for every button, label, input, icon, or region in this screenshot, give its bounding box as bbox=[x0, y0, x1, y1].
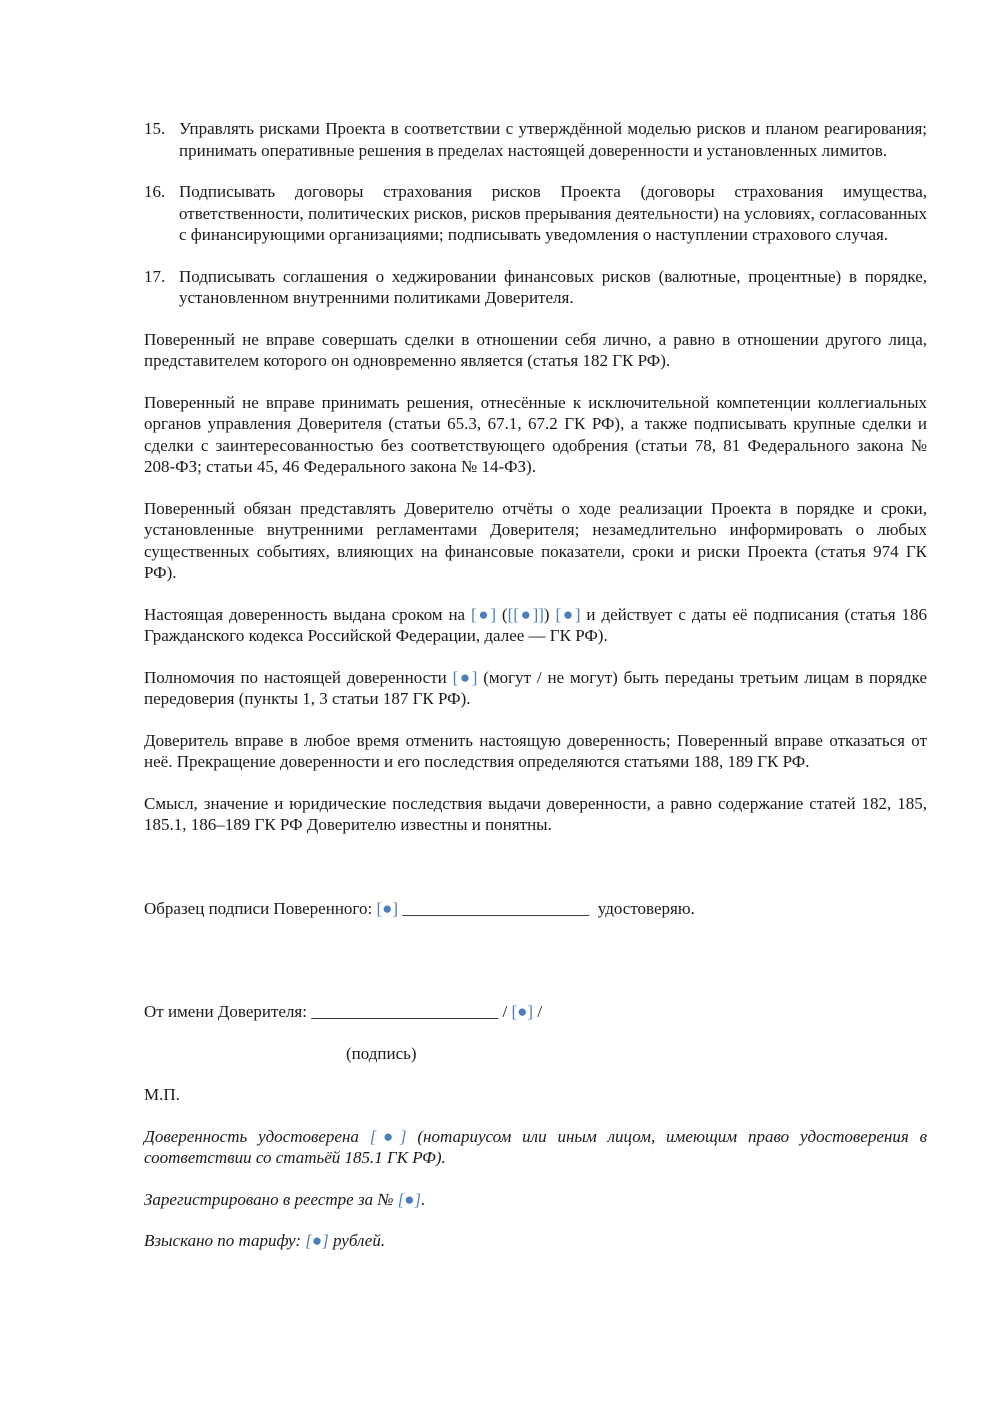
notary-registry-text: Зарегистрировано в реестре за № bbox=[144, 1189, 398, 1209]
document-page bbox=[144, 118, 927, 1272]
placeholder-substitution[interactable]: [●] bbox=[452, 667, 478, 687]
list-item-number: 15. bbox=[144, 119, 166, 138]
paragraph-revocation: Доверитель вправе в любое время отменить настоящую доверенность; Поверенный вправе отказаться от неё. Прекращение доверенности и его последствия определяются статьями 188, 189 ГК РФ. bbox=[144, 730, 927, 771]
notary-fee bbox=[144, 1230, 927, 1252]
placeholder-term[interactable]: [●] bbox=[471, 604, 496, 624]
paragraph-restrictions: Поверенный не вправе принимать решения, отнесённые к исключительной компетенции коллегиальных органов управления Доверителя (статьи 65.3, 67.1, 67.2 ГК РФ), а также подписывать крупные сделки и сделки с заинтересованностью без соответствующего одобрения (статьи 78, 81 Федерального закона № 208-ФЗ; статьи 45, 46 Федерального закона № 14-ФЗ). bbox=[144, 392, 927, 476]
principal-signature-suffix: / bbox=[533, 1002, 543, 1021]
list-item bbox=[144, 181, 927, 246]
placeholder-fee[interactable]: [●] bbox=[305, 1231, 329, 1250]
list-item-text: Подписывать соглашения о хеджировании финансовых рисков (валютные, процентные) в порядке, установленном внутренними политиками Доверителя. bbox=[179, 266, 927, 307]
paragraph-term-text: ) bbox=[543, 604, 556, 624]
paragraph-term-text: и действует с даты её подписания (статья 186 Гражданского кодекса Российской Федерации, далее — ГК РФ). bbox=[144, 604, 927, 645]
placeholder-notary[interactable]: [●] bbox=[369, 1126, 407, 1146]
placeholder-principal-name[interactable]: [●] bbox=[511, 1002, 534, 1021]
numbered-list bbox=[144, 118, 927, 309]
paragraph-self-dealing: Поверенный не вправе совершать сделки в отношении себя лично, а равно в отношении другого лица, представителем которого он одновременно является (статья 182 ГК РФ). bbox=[144, 329, 927, 370]
spacer bbox=[144, 856, 927, 898]
signature-sample-blank[interactable]: ______________________ bbox=[398, 898, 598, 918]
signature-caption: (подпись) bbox=[346, 1043, 417, 1063]
paragraph-acknowledgement: Смысл, значение и юридические последствия выдачи доверенности, а равно содержание статей 182, 185, 185.1, 186–189 ГК РФ Доверителю известны и понятны. bbox=[144, 793, 927, 834]
notary-fee-text: рублей. bbox=[328, 1231, 386, 1250]
paragraph-term-text: ( bbox=[496, 604, 508, 624]
paragraph-term bbox=[144, 604, 927, 647]
signature-sample-label: Образец подписи Поверенного: bbox=[144, 898, 377, 918]
principal-signature-blank[interactable]: ______________________ / bbox=[311, 1002, 512, 1021]
spacer bbox=[144, 939, 927, 1001]
list-item bbox=[144, 118, 927, 161]
list-item-number: 17. bbox=[144, 266, 166, 286]
notary-registry bbox=[144, 1189, 927, 1211]
notary-certification-text: Доверенность удостоверена bbox=[144, 1126, 370, 1146]
list-item-text: Подписывать договоры страхования рисков Проекта (договоры страхования имущества, ответственности, политических рисков, рисков прерывания деятельности) на условиях, согласованных с финансирующими организациями; подписывать уведомления о наступлении страхового случая. bbox=[179, 182, 927, 244]
notary-fee-text: Взыскано по тарифу: bbox=[144, 1231, 306, 1250]
placeholder-term-words[interactable]: [[●]] bbox=[507, 604, 544, 624]
placeholder-registry-number[interactable]: [●] bbox=[397, 1189, 422, 1209]
signature-sample-line bbox=[144, 898, 927, 920]
signature-sample-suffix: удостоверяю. bbox=[597, 898, 695, 918]
paragraph-substitution-text: Полномочия по настоящей доверенности bbox=[144, 667, 453, 687]
paragraph-substitution bbox=[144, 667, 927, 710]
list-item-number: 16. bbox=[144, 182, 166, 201]
list-item-text: Управлять рисками Проекта в соответствии с утверждённой моделью рисков и планом реагирования; принимать оперативные решения в пределах настоящей доверенности и установленных лимитов. bbox=[179, 119, 927, 160]
notary-registry-text: . bbox=[421, 1189, 426, 1209]
list-item bbox=[144, 266, 927, 309]
notary-certification bbox=[144, 1126, 927, 1169]
paragraph-substitution-text: (могут / не могут) быть переданы третьим лицам в порядке передоверия (пункты 1, 3 статьи 187 ГК РФ). bbox=[144, 667, 927, 708]
principal-signature-line bbox=[144, 1001, 927, 1023]
placeholder-attorney-name[interactable]: [●] bbox=[376, 898, 399, 918]
paragraph-term-text: Настоящая доверенность выдана сроком на bbox=[144, 604, 472, 624]
placeholder-term-unit[interactable]: [●] bbox=[555, 604, 581, 624]
notary-certification-text: (нотариусом или иным лицом, имеющим право удостоверения в соответствии со статьёй 185.1 ГК РФ). bbox=[144, 1126, 927, 1167]
stamp-placeholder: М.П. bbox=[144, 1085, 180, 1104]
principal-signature-label: От имени Доверителя: bbox=[144, 1002, 312, 1021]
paragraph-reporting: Поверенный обязан представлять Доверителю отчёты о ходе реализации Проекта в порядке и сроки, установленные внутренними регламентами Доверителя; незамедлительно информировать о любых существенных событиях, влияющих на финансовые показатели, сроки и риски Проекта (статья 974 ГК РФ). bbox=[144, 498, 927, 582]
